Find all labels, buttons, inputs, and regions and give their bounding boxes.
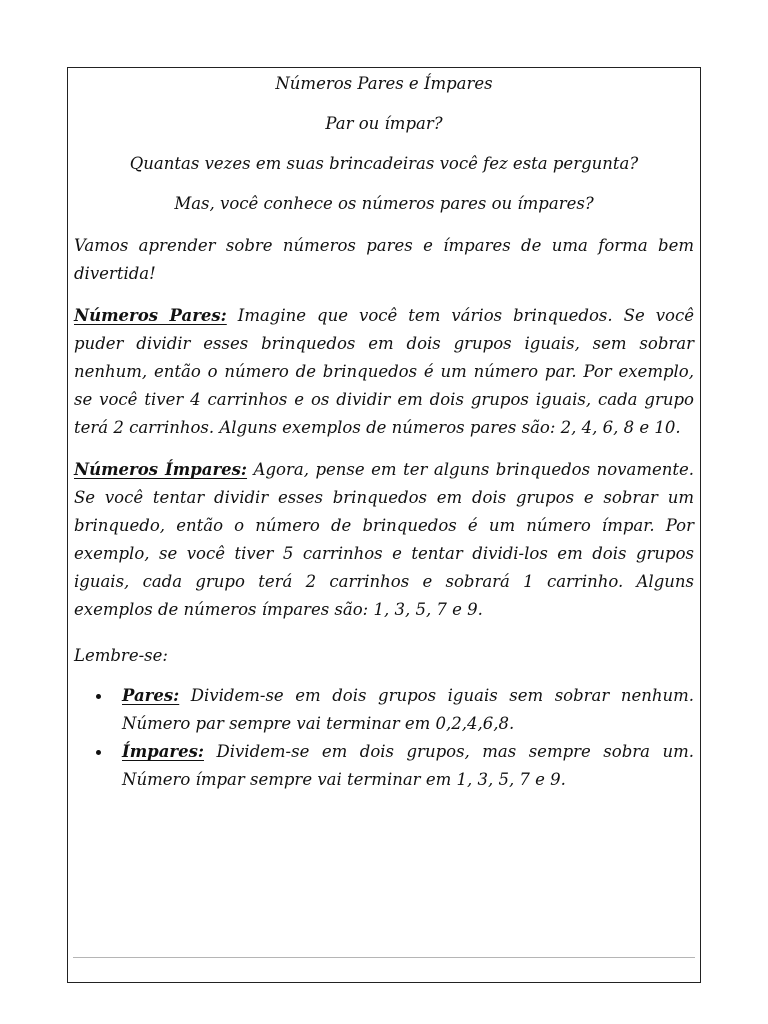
footer-divider [73,957,695,958]
page-title: Números Pares e Ímpares [275,74,493,93]
remember-pares-label: Pares: [122,686,180,705]
intro-paragraph: Vamos aprender sobre números pares e ímpares de uma forma bem divertida! [74,236,694,283]
pares-text: Imagine que você tem vários brinquedos. Se você puder dividir esses brinquedos em dois grupos iguais, sem sobrar nenhum, então o número de brinquedos é um número par. Por exemplo, se você tiver 4 carrinhos e os dividir em dois grupos iguais, cada grupo terá 2 carrinhos. Alguns exemplos de números pares são: 2, 4, 6, 8 e 10. [74,306,694,437]
remember-impares-text: Dividem-se em dois grupos, mas sempre sobra um. Número ímpar sempre vai terminar em 1, 3, 5, 7 e 9. [122,742,694,789]
remember-heading: Lembre-se: [74,646,168,665]
worksheet-content [74,70,694,794]
impares-paragraph [74,456,694,624]
pares-label: Números Pares: [74,306,227,325]
list-item [122,738,694,794]
hook-line: Quantas vezes em suas brincadeiras você fez esta pergunta? [129,154,639,173]
pares-paragraph [74,302,694,442]
question-line: Par ou ímpar? [325,114,443,133]
remember-pares-text: Dividem-se em dois grupos iguais sem sobrar nenhum. Número par sempre vai terminar em 0,2,4,6,8. [122,686,694,733]
worksheet-frame [67,67,701,983]
impares-label: Números Ímpares: [74,460,248,479]
impares-text: Agora, pense em ter alguns brinquedos novamente. Se você tentar dividir esses brinquedos em dois grupos e sobrar um brinquedo, então o número de brinquedos é um número ímpar. Por exemplo, se você tiver 5 carrinhos e tentar dividi-los em dois grupos iguais, cada grupo terá 2 carrinhos e sobrará 1 carrinho. Alguns exemplos de números ímpares são: 1, 3, 5, 7 e 9. [74,460,694,619]
list-item [122,682,694,738]
ask-line: Mas, você conhece os números pares ou ímpares? [174,194,594,213]
remember-list [74,682,694,794]
remember-impares-label: Ímpares: [122,742,204,761]
